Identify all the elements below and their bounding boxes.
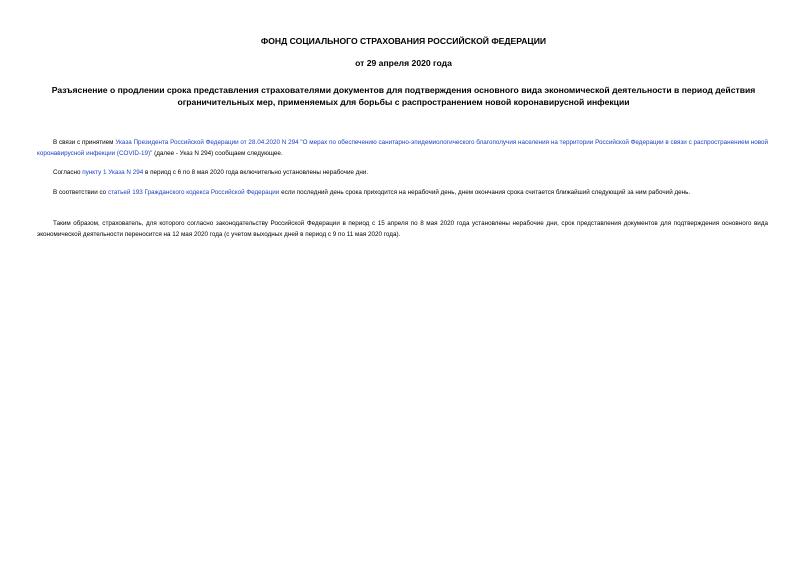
paragraph-decree-reference (37, 137, 768, 159)
decree-point-1-link[interactable]: пункту 1 Указа N 294 (82, 169, 144, 176)
paragraph-conclusion (37, 218, 768, 240)
paragraph-text: В соответствии со (53, 189, 108, 196)
document-heading: Разъяснение о продлении срока представления страхователями документов для подтверждения основного вида экономической деятельности в период действия ограничительных мер, применяемых для борьбы с распространением новой коронавирусной инфекции (51, 85, 756, 107)
paragraph-text: если последний день срока приходится на нерабочий день, днем окончания срока считается ближайший следующий за ним рабочий день. (279, 189, 691, 196)
organization-title: ФОНД СОЦИАЛЬНОГО СТРАХОВАНИЯ РОССИЙСКОЙ ФЕДЕРАЦИИ (260, 36, 547, 46)
civil-code-article-193-link[interactable]: статьей 193 Гражданского кодекса Российской Федерации (107, 189, 280, 196)
paragraph-text: (далее - Указ N 294) сообщаем следующее. (152, 150, 283, 157)
paragraph-nonworking-days (37, 167, 768, 178)
paragraph-text: в период с 6 по 8 мая 2020 года включительно установлены нерабочие дни. (143, 169, 369, 176)
paragraph-text: В связи с принятием (53, 139, 116, 146)
paragraph-civil-code (37, 187, 768, 198)
decree-294-link[interactable]: Указа Президента Российской Федерации от 28.04.2020 N 294 "О мерах по обеспечению санитарно-эпидемиологического благополучия населения на территории Российской Федерации в связи с распространением новой коронавирусной инфекции (COVID-19)" (37, 139, 768, 157)
paragraph-text: Таким образом, страхователь, для которого согласно законодательству Российской Федерации в период с 15 апреля по 8 мая 2020 года установлены нерабочие дни, срок представления документов для подтверждения основного вида экономической деятельности переносится на 12 мая 2020 года (с учетом выходных дней в период с 9 по 11 мая 2020 года). (37, 220, 768, 238)
document-date: от 29 апреля 2020 года (355, 58, 452, 68)
paragraph-text: Согласно (53, 169, 83, 176)
